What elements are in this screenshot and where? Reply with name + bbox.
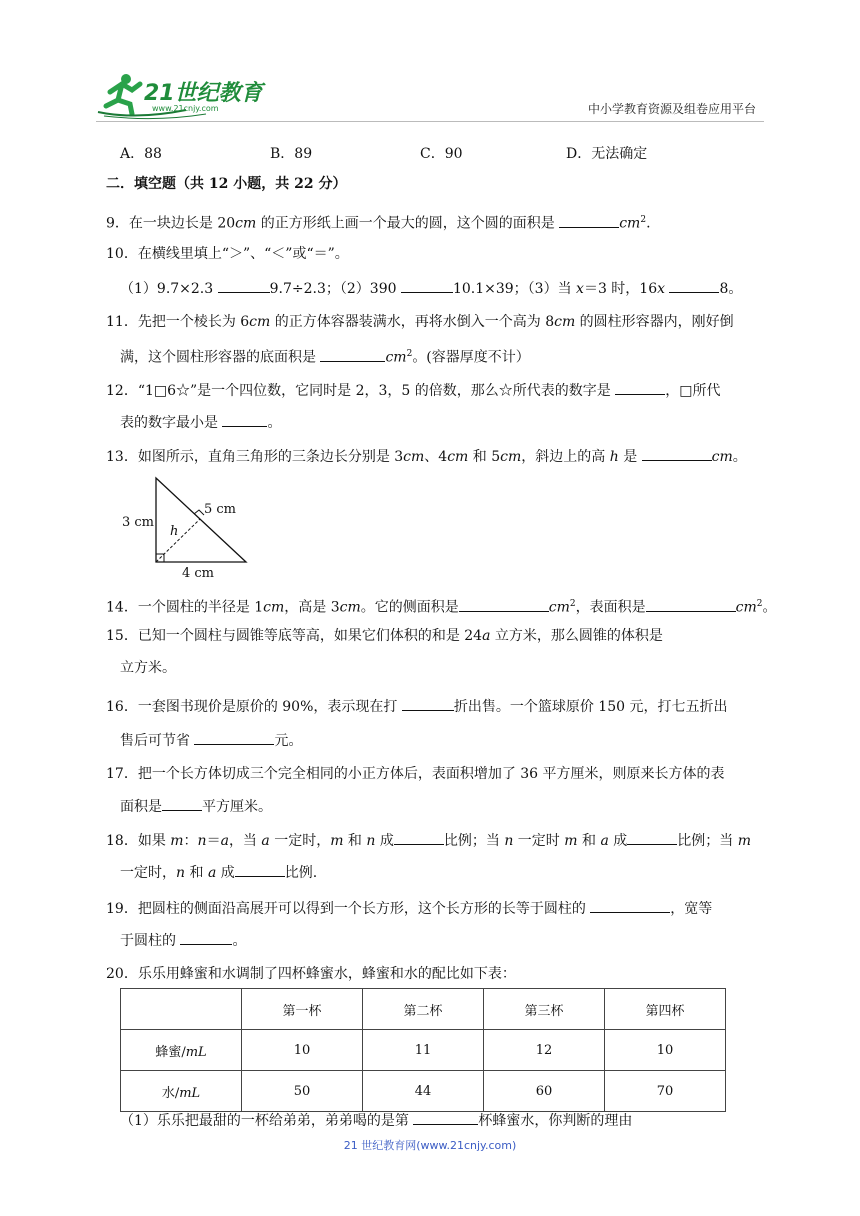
honey-water-table — [120, 988, 726, 1112]
answer-blank[interactable] — [218, 278, 270, 293]
question-15-cont: 立方米。 — [120, 660, 176, 676]
header-divider — [96, 121, 764, 122]
question-15: 15．已知一个圆柱与圆锥等底等高，如果它们体积的和是 24a 立方米，那么圆锥的体积是 — [106, 628, 663, 644]
table-cell: 60 — [484, 1071, 605, 1112]
question-17-cont: 面积是 平方厘米。 — [120, 796, 272, 817]
question-11-cont: 满，这个圆柱形容器的底面积是 $cm^2$。(容器厚度不计） — [120, 344, 530, 368]
question-14: 14．一个圆柱的半径是 1cm，高是 3cm。它的侧面积是 $cm^2$，表面积是 $cm^2$。 — [106, 594, 777, 618]
table-header-cell: 第二杯 — [363, 989, 484, 1030]
table-header-cell: 第三杯 — [484, 989, 605, 1030]
question-13: 13．如图所示，直角三角形的三条边长分别是 3cm、4cm 和 5cm，斜边上的高 h 是 cm。 — [106, 446, 747, 467]
q8-option-d: D．无法确定 — [566, 146, 648, 162]
table-cell: 44 — [363, 1071, 484, 1112]
question-9: 9．在一块边长是 20cm 的正方形纸上画一个最大的圆，这个圆的面积是 $cm^2$. — [106, 210, 651, 234]
answer-blank[interactable] — [162, 796, 202, 811]
answer-blank[interactable] — [194, 730, 274, 745]
question-11: 11．先把一个棱长为 6cm 的正方体容器装满水，再将水倒入一个高为 8cm 的圆柱形容器内，刚好倒 — [106, 314, 734, 330]
triangle-left-label: 3 cm — [122, 515, 155, 530]
footer-text: 21 世纪教育网(www.21cnjy.com) — [343, 1139, 517, 1152]
table-cell: 10 — [242, 1030, 363, 1071]
section-title: 二．填空题（共 12 小题，共 22 分） — [106, 176, 347, 192]
table-header-cell — [121, 989, 242, 1030]
answer-blank[interactable] — [413, 1110, 478, 1125]
question-20-sub1: （1）乐乐把最甜的一杯给弟弟，弟弟喝的是第 杯蜂蜜水，你判断的理由 — [120, 1110, 632, 1131]
header-platform-text: 中小学教育资源及组卷应用平台 — [587, 102, 756, 116]
q8-option-c: C．90 — [420, 146, 463, 162]
question-16: 16．一套图书现价是原价的 90%，表示现在打 折出售。一个篮球原价 150 元，打七五折出 — [106, 696, 727, 717]
answer-blank[interactable] — [320, 347, 385, 362]
answer-blank[interactable] — [642, 446, 712, 461]
question-10-parts: （1）9.7×2.3 9.7÷2.3；（2）390 10.1×39；（3）当 x＝3 时，16x 8。 — [120, 278, 742, 299]
question-19: 19．把圆柱的侧面沿高展开可以得到一个长方形，这个长方形的长等于圆柱的 ，宽等 — [106, 898, 712, 919]
question-20: 20．乐乐用蜂蜜和水调制了四杯蜂蜜水，蜂蜜和水的配比如下表： — [106, 966, 516, 982]
table-row-label: 蜂蜜/mL — [121, 1030, 242, 1071]
answer-blank[interactable] — [459, 597, 549, 612]
answer-blank[interactable] — [559, 213, 619, 228]
question-18: 18．如果 m：n＝a，当 a 一定时，m 和 n 成 比例；当 n 一定时 m 和 a 成 比例；当 m — [106, 830, 751, 851]
logo-url: www.21cnjy.com — [152, 104, 219, 113]
question-12-cont: 表的数字最小是 。 — [120, 412, 281, 433]
triangle-h-label: h — [170, 524, 179, 539]
triangle-hyp-label: 5 cm — [204, 502, 237, 517]
logo-text: 21世纪教育 — [144, 81, 263, 106]
answer-blank[interactable] — [235, 862, 285, 877]
question-18-cont: 一定时，n 和 a 成 比例. — [120, 862, 317, 883]
table-cell: 50 — [242, 1071, 363, 1112]
triangle-figure — [118, 474, 258, 584]
answer-blank[interactable] — [669, 278, 719, 293]
table-row — [121, 1030, 726, 1071]
answer-blank[interactable] — [401, 278, 453, 293]
question-17: 17．把一个长方体切成三个完全相同的小正方体后，表面积增加了 36 平方厘米，则原来长方体的表 — [106, 766, 725, 782]
question-19-cont: 于圆柱的 。 — [120, 930, 246, 951]
table-header-cell: 第一杯 — [242, 989, 363, 1030]
table-cell: 10 — [605, 1030, 726, 1071]
question-10: 10．在横线里填上“＞”、“＜”或“＝”。 — [106, 246, 349, 262]
q8-option-b: B．89 — [270, 146, 313, 162]
answer-blank[interactable] — [590, 898, 670, 913]
table-row — [121, 1071, 726, 1112]
answer-blank[interactable] — [222, 412, 267, 427]
answer-blank[interactable] — [402, 696, 454, 711]
table-cell: 11 — [363, 1030, 484, 1071]
table-cell: 12 — [484, 1030, 605, 1071]
answer-blank[interactable] — [615, 380, 665, 395]
answer-blank[interactable] — [180, 930, 232, 945]
table-cell: 70 — [605, 1071, 726, 1112]
table-header-row — [121, 989, 726, 1030]
q8-option-a: A．88 — [120, 146, 162, 162]
answer-blank[interactable] — [646, 597, 736, 612]
question-12: 12．“1□6☆”是一个四位数，它同时是 2，3，5 的倍数，那么☆所代表的数字是 ，□所代 — [106, 380, 720, 401]
table-row-label: 水/mL — [121, 1071, 242, 1112]
triangle-bottom-label: 4 cm — [182, 566, 215, 581]
answer-blank[interactable] — [394, 830, 444, 845]
question-16-cont: 售后可节省 元。 — [120, 730, 302, 751]
table-header-cell: 第四杯 — [605, 989, 726, 1030]
logo — [96, 70, 264, 120]
answer-blank[interactable] — [627, 830, 677, 845]
